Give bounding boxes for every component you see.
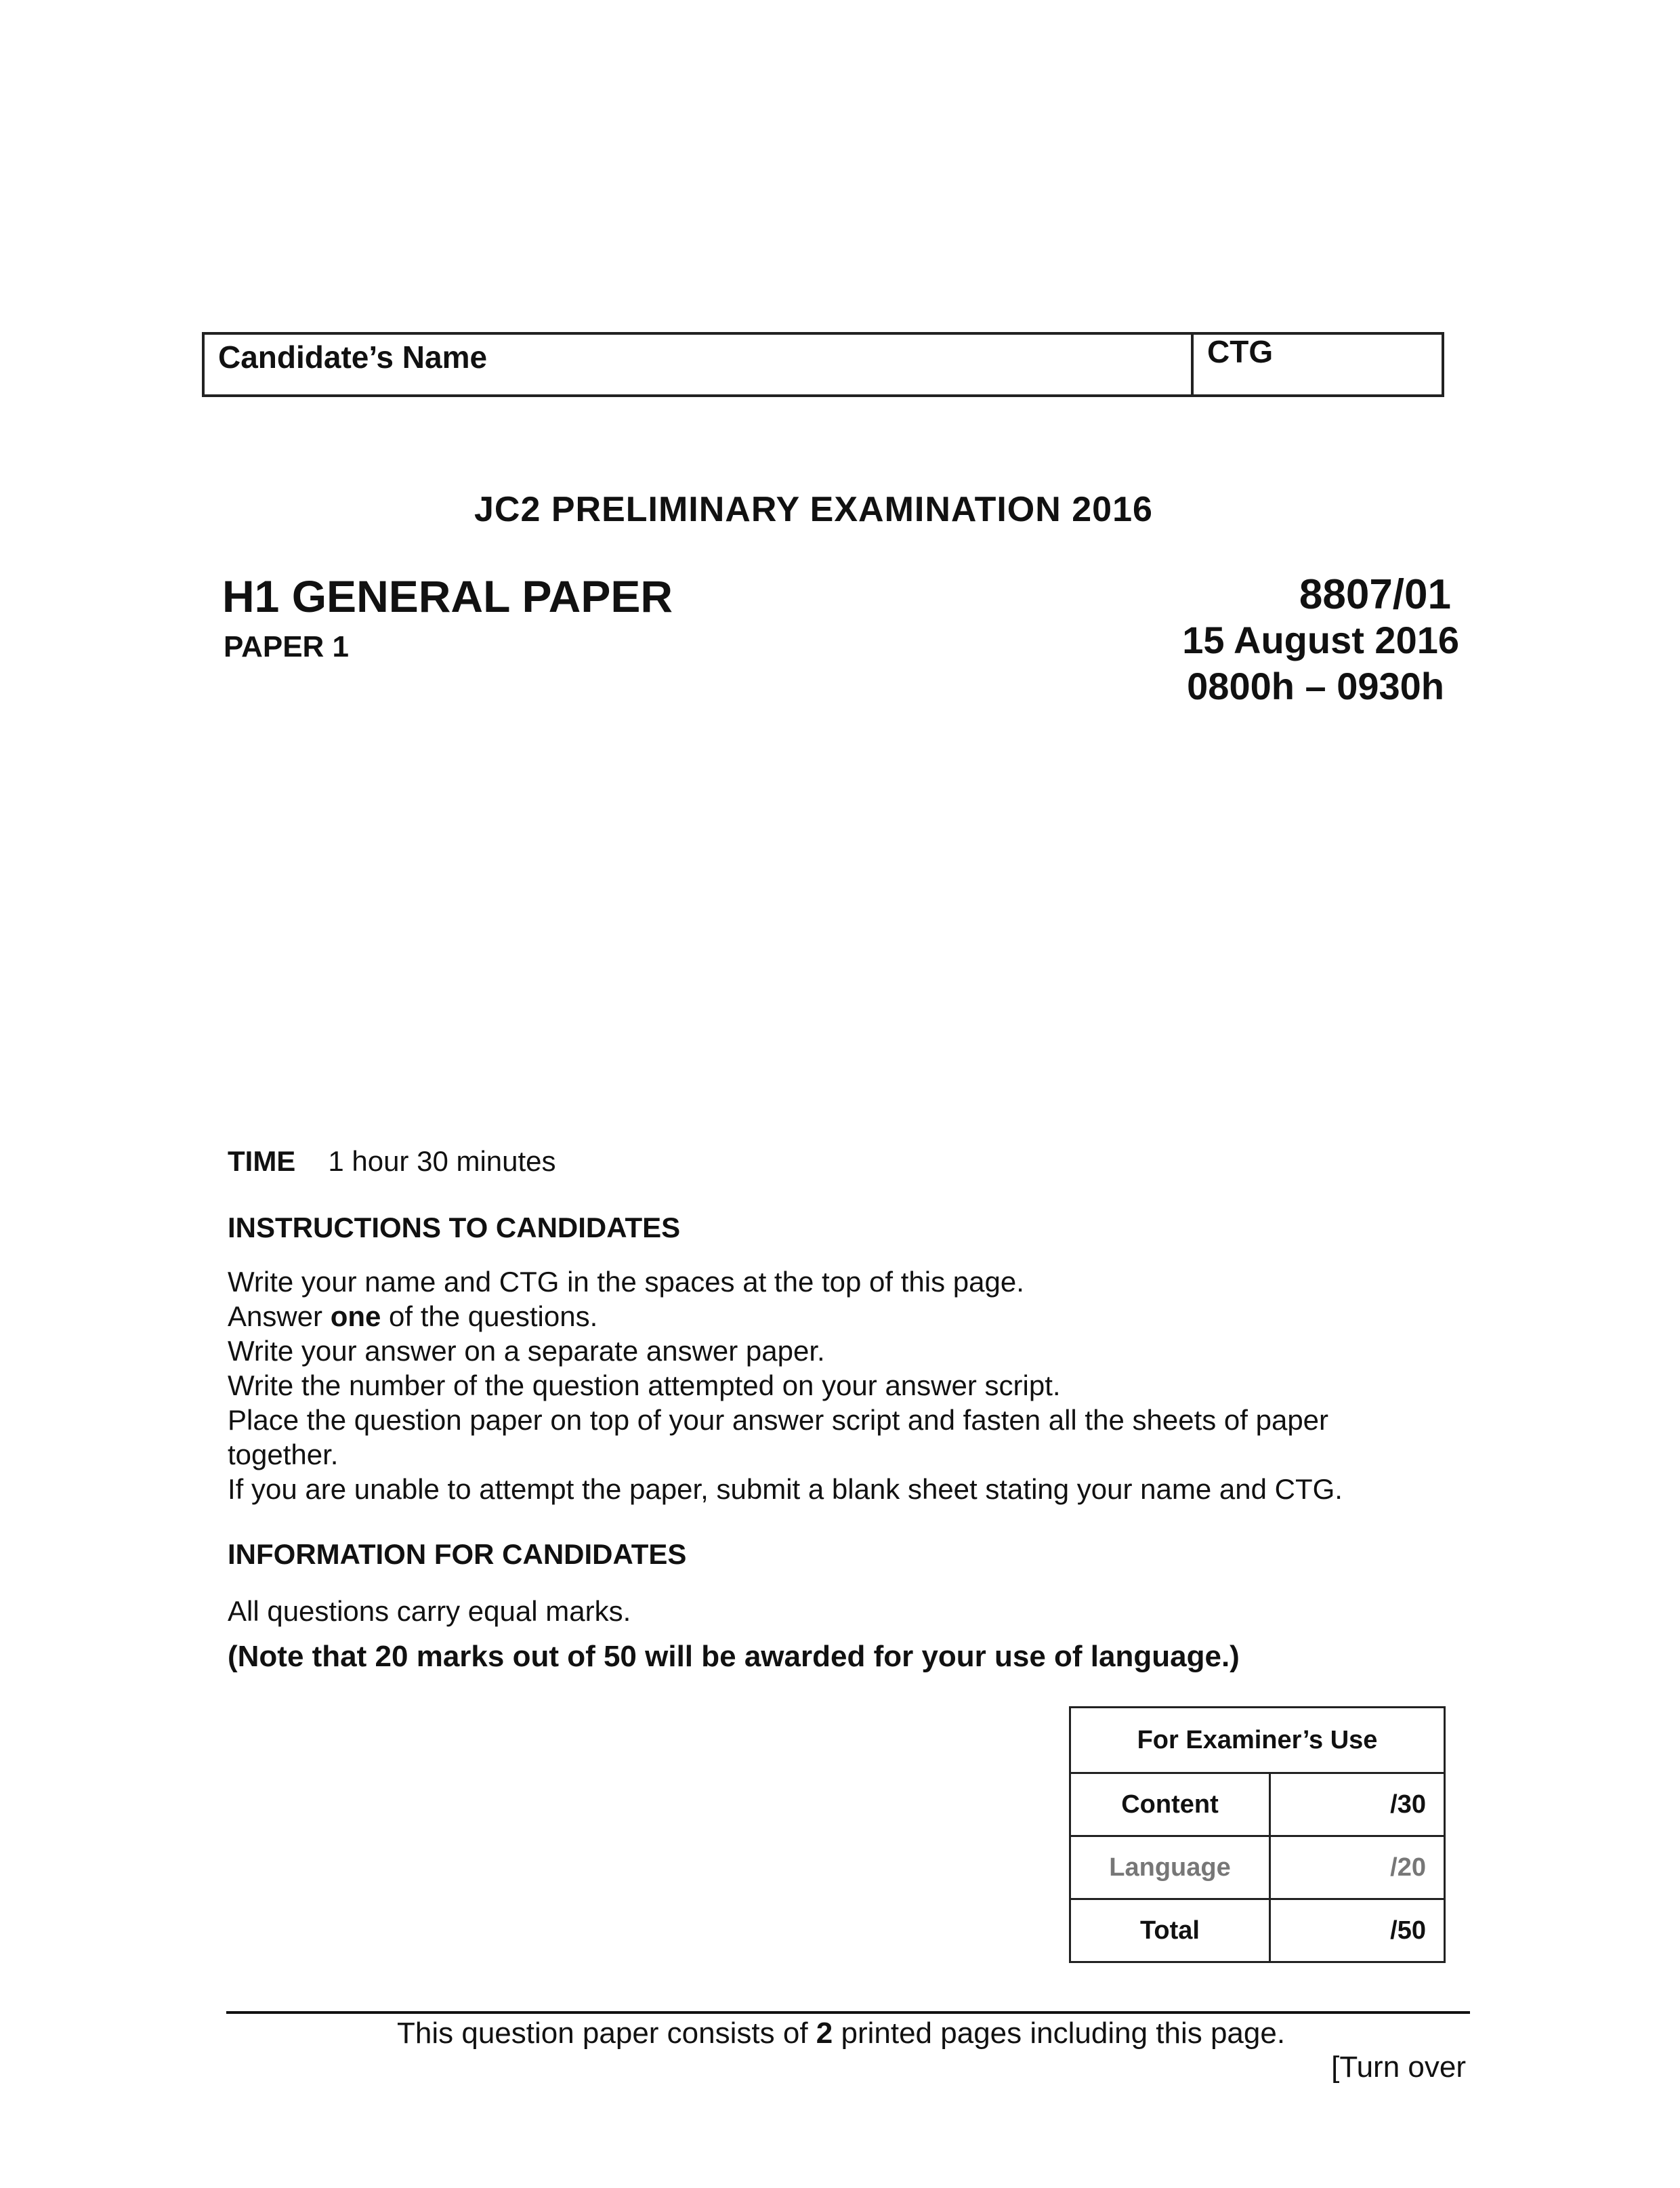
table-row <box>1070 1836 1445 1899</box>
instructions-heading: INSTRUCTIONS TO CANDIDATES <box>228 1212 681 1243</box>
language-marks-note: (Note that 20 marks out of 50 will be awarded for your use of language.) <box>228 1640 1240 1673</box>
instructions-list <box>228 1264 1420 1506</box>
content-mark[interactable]: /30 <box>1270 1773 1445 1836</box>
instruction-item: Answer one of the questions. <box>228 1300 598 1332</box>
footer-divider <box>226 2011 1470 2014</box>
candidate-box-divider <box>1191 332 1194 397</box>
paper-number: PAPER 1 <box>224 630 350 663</box>
time-value: 1 hour 30 minutes <box>328 1145 556 1177</box>
ctg-field[interactable]: CTG <box>1207 334 1274 369</box>
language-mark[interactable]: /20 <box>1270 1836 1445 1899</box>
instruction-item: Write your answer on a separate answer paper. <box>228 1335 825 1367</box>
turn-over-note: [Turn over <box>1331 2050 1466 2084</box>
table-row <box>1070 1899 1445 1962</box>
total-label: Total <box>1070 1899 1270 1962</box>
exam-time-slot: 0800h – 0930h <box>1187 665 1444 707</box>
instruction-item: Write your name and CTG in the spaces at the top of this page. <box>228 1266 1024 1298</box>
examiner-table-heading: For Examiner’s Use <box>1070 1708 1445 1773</box>
instruction-item: Write the number of the question attempted on your answer script. <box>228 1369 1061 1401</box>
information-line: All questions carry equal marks. <box>228 1595 631 1627</box>
instruction-item: If you are unable to attempt the paper, submit a blank sheet stating your name and CTG. <box>228 1473 1343 1505</box>
language-label: Language <box>1070 1836 1270 1899</box>
time-label: TIME <box>228 1145 296 1177</box>
page-count-note: This question paper consists of 2 printed pages including this page. <box>397 2017 1286 2050</box>
subject-title: H1 GENERAL PAPER <box>222 571 673 621</box>
exam-date: 15 August 2016 <box>1182 619 1459 661</box>
time-allowed <box>228 1145 556 1178</box>
table-row <box>1070 1773 1445 1836</box>
candidate-name-field[interactable]: Candidate’s Name <box>218 339 488 375</box>
instruction-item: Place the question paper on top of your answer script and fasten all the sheets of paper together. <box>228 1404 1329 1470</box>
exam-title: JC2 PRELIMINARY EXAMINATION 2016 <box>474 490 1153 529</box>
paper-code: 8807/01 <box>1299 571 1451 618</box>
total-mark[interactable]: /50 <box>1270 1899 1445 1962</box>
information-heading: INFORMATION FOR CANDIDATES <box>228 1538 687 1570</box>
examiner-use-table <box>1069 1706 1446 1963</box>
content-label: Content <box>1070 1773 1270 1836</box>
